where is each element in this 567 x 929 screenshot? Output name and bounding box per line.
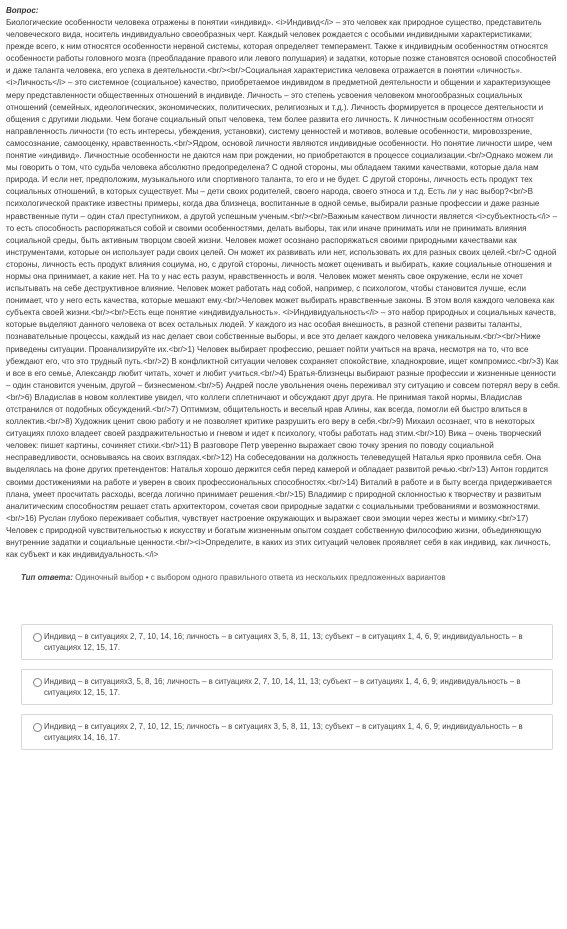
- answer-option-3[interactable]: [21, 714, 553, 750]
- answer-type-value: Одиночный выбор • с выбором одного правильного ответа из нескольких предложенных вариантов: [75, 573, 446, 583]
- question-label: Вопрос:: [6, 6, 39, 15]
- answer-option-text: Индивид – в ситуациях3, 5, 8, 16; личность – в ситуациях 2, 7, 10, 14, 11, 13; субъект – в ситуациях 1, 4, 6, 9; индивидуальность – в ситуациях 12, 15, 17.: [44, 677, 521, 698]
- radio-icon[interactable]: [33, 723, 42, 732]
- answer-option-text: Индивид – в ситуациях 2, 7, 10, 12, 15; личность – в ситуациях 3, 5, 8, 11, 13; субъект – в ситуациях 1, 4, 6, 9; индивидуальность – в ситуациях 14, 16, 17.: [44, 722, 523, 743]
- answer-type-label: Тип ответа:: [21, 573, 73, 583]
- answer-option-2[interactable]: [21, 669, 553, 705]
- answer-option-1[interactable]: [21, 624, 553, 660]
- radio-icon[interactable]: [33, 678, 42, 687]
- answer-options: [4, 624, 563, 750]
- question-text: Биологические особенности человека отражены в понятии «индивид». <i>Индивид</i> – это человек как природное существо, представитель человеческого вида, носитель индивидуально своеобразных черт. Каждый человек рождается с особыми индивидными характеристиками; прежде всего, к ним относятся особенности нервной системы, которая определяет темперамент. Также к индивидным особенностям относятся особенности работы головного мозга (преобладание правого или левого полушария) и задатки, которые позже становятся основой способностей и даже таланта человека, его успеха в деятельности.<br/><br/>Социальная характеристика человека отражается в понятии «личность». <i>Личность</i> – это системное (социальное) качество, приобретаемое индивидом в предметной деятельности и общении и характеризующее меру представленности общественных отношений в индивиде. Личность – это степень усвоения человеком многообразных социальных отношений (семейных, идеологических, экономических, политических, религиозных и т.д.). Личность формируется в процессе деятельности и общения с другими людьми. Чем богаче социальный опыт человека, тем более развита его личность. К личностным особенностям относят направленность личности (то есть интересы, убеждения, установки), систему ценностей и мотивов, волевые особенности, мировоззрение, самосознание, самооценку, нравственность.<br/>Ядром, основой личности являются индивидные особенности. Но понятие личности шире, чем понятие «индивид». Личностные особенности не даются нам при рождении, но приобретаются в процессе социализации.<br/>Однако можем ли мы говорить о том, что судьба человека абсолютно предопределена? С одной стороны, мы обладаем такими качествами, которые дала нам природа. И если нет, предположим, музыкального или спортивного таланта, то его и не будет. С другой стороны, личность есть продукт тех социальных отношений, в которых существует. Мы – дети своих родителей, своего народа, своего этноса и т.д. Есть ли у нас выбор?<br/>В психологической практике известны примеры, когда два близнеца, воспитанные в одной семье, выбирали разные профессии и даже разные нравственные пути – один стал преступником, а другой успешным ученым.<br/><br/>Важным качеством личности является <i>субъектность</i> – то есть способность распоряжаться собой и своими особенностями, делать выборы, так или иначе принимать или не принимать влияния социальной среды, быть активным творцом своей жизни. Человек может осознано распоряжаться своими природными качествами как инструментами, которые он использует ради своих целей. Он может их развивать или нет, использовать их для разных своих целей.<br/>С одной стороны, личность есть продукт влияния социума, но, с другой стороны, личность может оценивать и выбирать, какие социальные отношения и нормы она принимает, а какие нет. На то у нас есть разум, нравственность и воля. Человек может менять свое окружение, если не хочет испытывать на себе деструктивное влияние. Человек может работать над собой, например, с психологом, чтобы становится лучше, если понимает, что у него есть качества, которые мешают ему.<br/>Человек может выбирать нравственные законы. В этом воля каждого человека как субъекта своей жизни.<br/><br/>Есть еще понятие «индивидуальность». <i>Индивидуальность</i> – это набор природных и социальных качеств, которые выделяют данного человека от всех остальных людей. У каждого из нас особая внешность, в разной степени развиты таланты, познавательные процессы, каждый из нас делает свои собственные выборы, и все это делает каждого человека уникальным.<br/><br/>Ниже приведены ситуации. Проанализируйте их.<br/>1) Человек выбирает профессию, решает пойти учиться на врача, несмотря на то, что все убеждают его, что это трудный путь.<br/>2) В конфликтной ситуации человек сохраняет спокойствие, хладнокровие, ищет компромисс.<br/>3) Как и все в его семье, Александр любит читать, хочет и любит учиться.<br/>4) Братья-близнецы выбирают разные профессии и жизненные ценности – один становится ученым, другой – бизнесменом.<br/>5) Андрей после увольнения очень переживал эту ситуацию и совсем потерял веру в себя.<br/>6) Владислав в новом коллективе увидел, что коллеги сплетничают и обсуждают друг друга. Не принимая такой нормы, Владислав отстранился от подобных обсуждений.<br/>7) Оптимизм, общительность и веселый нрав Алины, как всегда, помогли ей быстро влиться в коллектив.<br/>8) Художник ценит свою работу и не позволяет критике разрушить его веру в себя.<br/>9) Михаил осознает, что в некоторых ситуациях плохо владеет своей раздражительностью и гневом и идет к психологу, чтобы работать над этим.<br/>10) Вика – очень творческий человек: пишет картины, сочиняет стихи.<br/>11) В разговоре Петр уверенно выражает свою точку зрения по поводу социальной несправедливости, основываясь на своих взглядах.<br/>12) На собеседовании на должность телеведущей Наталья ярко проявила себя. Она выделялась на фоне других претендентов: Наталья хорошо держится себя перед камерой и обладает развитой речью.<br/>13) Антон гордится своими достижениями на работе и уверен в своих профессиональных способностях.<br/>14) Виталий в работе и в быту всегда придерживается плана, умеет просчитать расходы, всегда логично принимает решения.<br/>15) Владимир с природной склонностью к творчеству и развитым аналитическим способностям решает стать архитектором, сочетая свои природные задатки с социальными требованиями и возможностями.<br/>16) Руслан глубоко переживает события, чувствует настроение окружающих и выражает свои эмоции через жесты и мимику.<br/>17) Человек с природной чувствительностью к искусству и богатым жизненным опытом создает собственную философию жизни, объединяющую внутренние задатки и социальные ценности.<br/><i>Определите, в каких из этих ситуаций человек проявляет себя в как индивид, как личность, как субъект и как индивидуальность.</i>: [6, 18, 561, 560]
- radio-icon[interactable]: [33, 633, 42, 642]
- answer-type: [21, 573, 563, 582]
- answer-option-text: Индивид – в ситуациях 2, 7, 10, 14, 16; личность – в ситуациях 3, 5, 8, 11, 13; субъект – в ситуациях 1, 4, 6, 9; индивидуальность – в ситуациях 12, 15, 17.: [44, 632, 523, 653]
